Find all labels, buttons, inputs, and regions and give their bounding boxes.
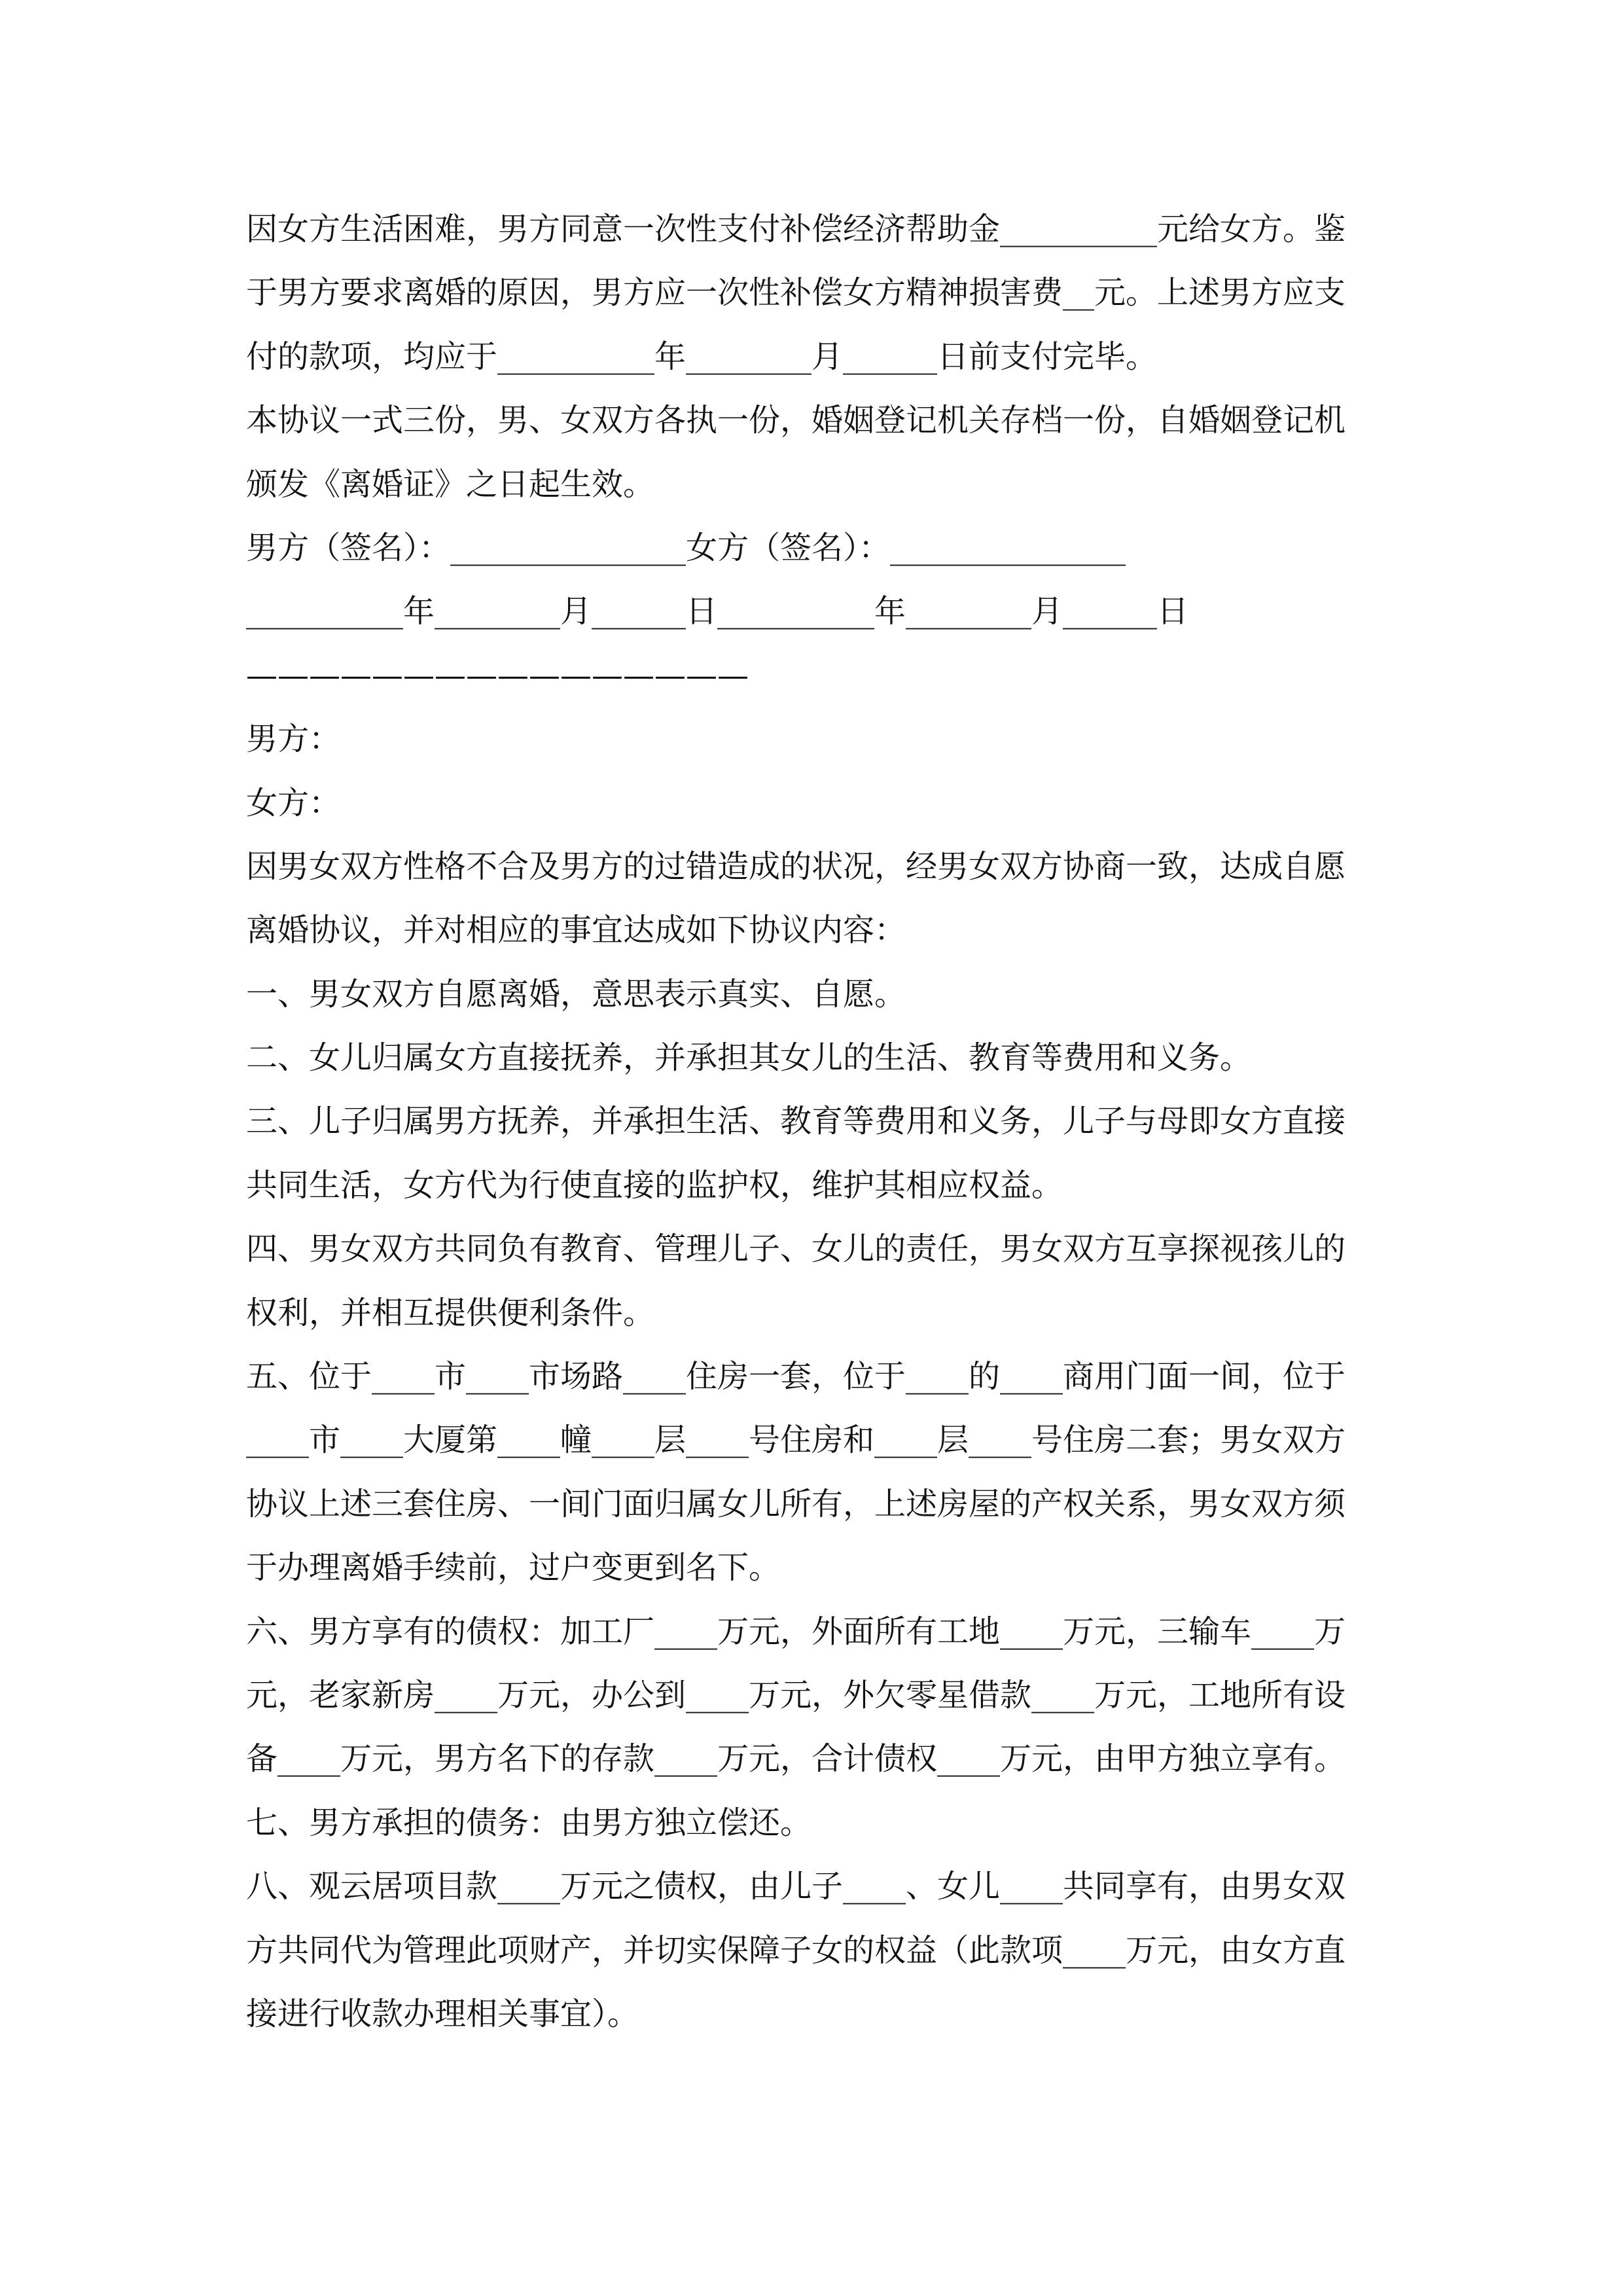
text-line: 接进行收款办理相关事宜）。 <box>246 1995 639 2032</box>
text-line: 离婚协议，并对相应的事宜达成如下协议内容： <box>246 912 906 949</box>
text-line: 因女方生活困难，男方同意一次性支付补偿经济帮助金__________元给女方。鉴 <box>246 211 1346 247</box>
document-body <box>246 198 1398 2046</box>
text-line: 本协议一式三份，男、女双方各执一份，婚姻登记机关存档一份，自婚姻登记机 <box>246 402 1346 439</box>
text-line: 权利，并相互提供便利条件。 <box>246 1294 655 1331</box>
text-line: ____市____大厦第____幢____层____号住房和____层____号住房二套；男女双方 <box>246 1422 1346 1459</box>
text-line: 付的款项，均应于__________年________月______日前支付完毕。 <box>246 338 1158 375</box>
text-line: 协议上述三套住房、一间门面归属女儿所有，上述房屋的产权关系，男女双方须 <box>246 1485 1346 1522</box>
text-line: 六、男方享有的债权：加工厂____万元，外面所有工地____万元，三输车____万 <box>246 1613 1346 1650</box>
text-line: 女方： <box>246 784 341 821</box>
text-line: __________年________月______日__________年________月______日 <box>246 593 1189 630</box>
text-line: 男方： <box>246 721 341 758</box>
text-line: 颁发《离婚证》之日起生效。 <box>246 465 655 503</box>
text-line: 元，老家新房____万元，办公到____万元，外欠零星借款____万元，工地所有设 <box>246 1676 1346 1713</box>
text-line: 于办理离婚手续前，过户变更到名下。 <box>246 1549 781 1587</box>
text-line: 因男女双方性格不合及男方的过错造成的状况，经男女双方协商一致，达成自愿 <box>246 848 1346 885</box>
text-line: 八、观云居项目款____万元之债权，由儿子____、女儿____共同享有，由男女双 <box>246 1868 1346 1905</box>
text-line: 五、位于____市____市场路____住房一套，位于____的____商用门面一间，位于 <box>246 1358 1346 1395</box>
text-line: 二、女儿归属女方直接抚养，并承担其女儿的生活、教育等费用和义务。 <box>246 1039 1252 1077</box>
text-line: 一、男女双方自愿离婚，意思表示真实、自愿。 <box>246 975 906 1013</box>
text-line: ———————————————— <box>246 656 749 694</box>
text-line: 三、儿子归属男方抚养，并承担生活、教育等费用和义务，儿子与母即女方直接 <box>246 1103 1346 1140</box>
text-line: 七、男方承担的债务：由男方独立偿还。 <box>246 1804 812 1841</box>
text-line: 共同生活，女方代为行使直接的监护权，维护其相应权益。 <box>246 1166 1063 1204</box>
text-line: 于男方要求离婚的原因，男方应一次性补偿女方精神损害费__元。上述男方应支 <box>246 274 1346 312</box>
text-line: 方共同代为管理此项财产，并切实保障子女的权益（此款项____万元，由女方直 <box>246 1931 1346 1969</box>
text-line: 男方（签名）：_______________女方（签名）：_______________ <box>246 529 1126 566</box>
text-line: 备____万元，男方名下的存款____万元，合计债权____万元，由甲方独立享有。 <box>246 1740 1346 1778</box>
text-line: 四、男女双方共同负有教育、管理儿子、女儿的责任，男女双方互享探视孩儿的 <box>246 1230 1346 1268</box>
